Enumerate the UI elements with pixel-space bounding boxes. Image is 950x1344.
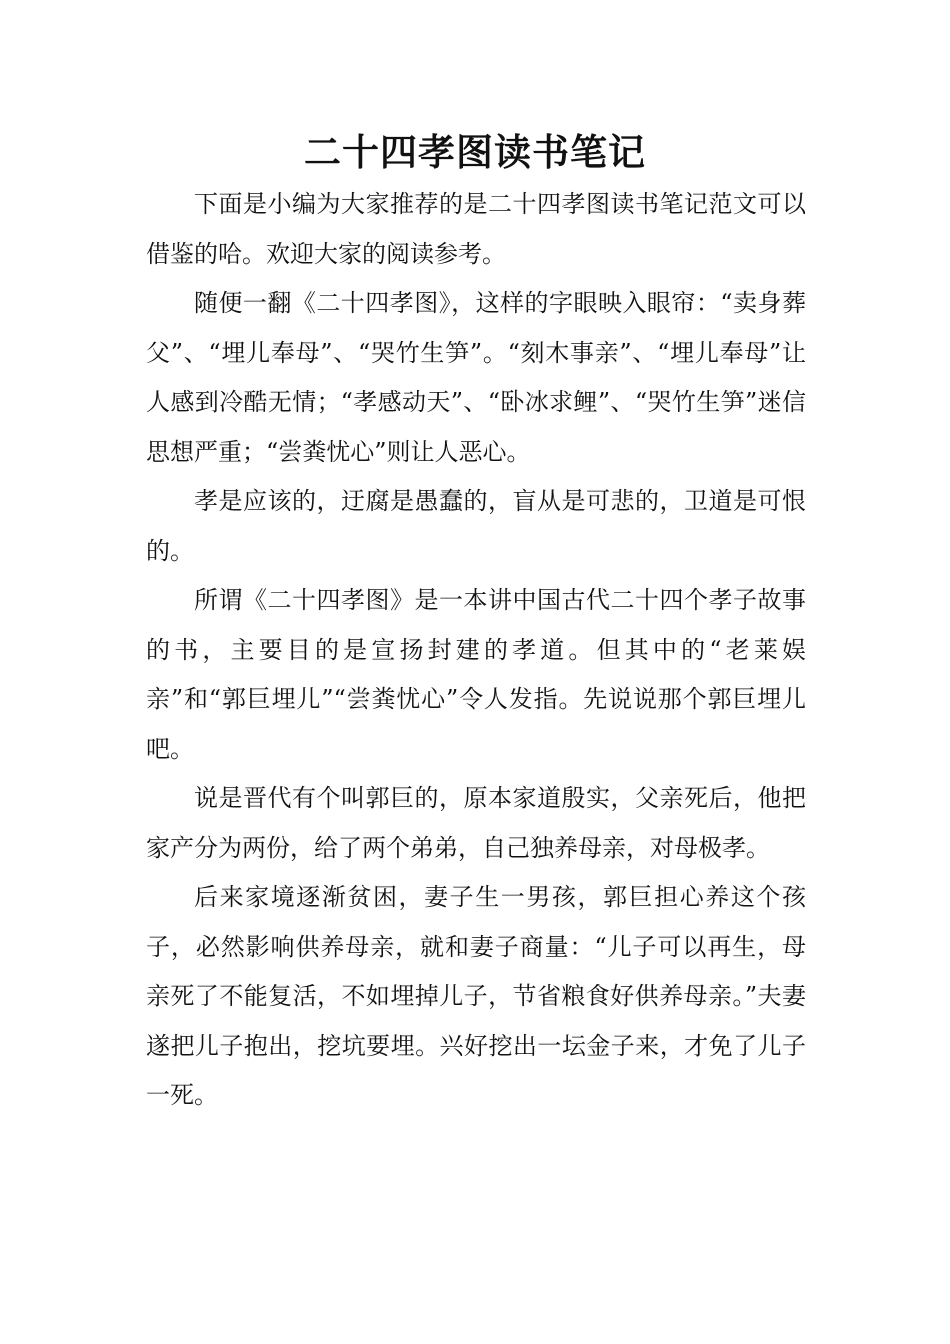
paragraph-examples: 随便一翻《二十四孝图》，这样的字眼映入眼帘：“卖身葬父”、“埋儿奉母”、“哭竹生笋”。“刻木事亲”、“埋儿奉母”让人感到冷酷无情；“孝感动天”、“卧冰求鲤”、“哭竹生笋”迷信思想严重；“尝粪忧心”则让人恶心。	[146, 289, 806, 466]
paragraph-opinion: 孝是应该的，迂腐是愚蠢的，盲从是可悲的，卫道是可恨的。	[146, 487, 806, 565]
paragraph-intro: 下面是小编为大家推荐的是二十四孝图读书笔记范文可以借鉴的哈。欢迎大家的阅读参考。	[146, 190, 806, 268]
document-body	[146, 180, 806, 1121]
document-title: 二十四孝图读书笔记	[304, 130, 646, 174]
paragraph-book-description: 所谓《二十四孝图》是一本讲中国古代二十四个孝子故事的书，主要目的是宣扬封建的孝道。但其中的“老莱娱亲”和“郭巨埋儿”“尝粪忧心”令人发指。先说说那个郭巨埋儿吧。	[146, 586, 806, 763]
paragraph-guo-ju-background: 说是晋代有个叫郭巨的，原本家道殷实，父亲死后，他把家产分为两份，给了两个弟弟，自己独养母亲，对母极孝。	[146, 784, 806, 862]
paragraph-guo-ju-story: 后来家境逐渐贫困，妻子生一男孩，郭巨担心养这个孩子，必然影响供养母亲，就和妻子商量：“儿子可以再生，母亲死了不能复活，不如埋掉儿子，节省粮食好供养母亲。”夫妻遂把儿子抱出，挖坑要埋。兴好挖出一坛金子来，才免了儿子一死。	[146, 883, 806, 1109]
